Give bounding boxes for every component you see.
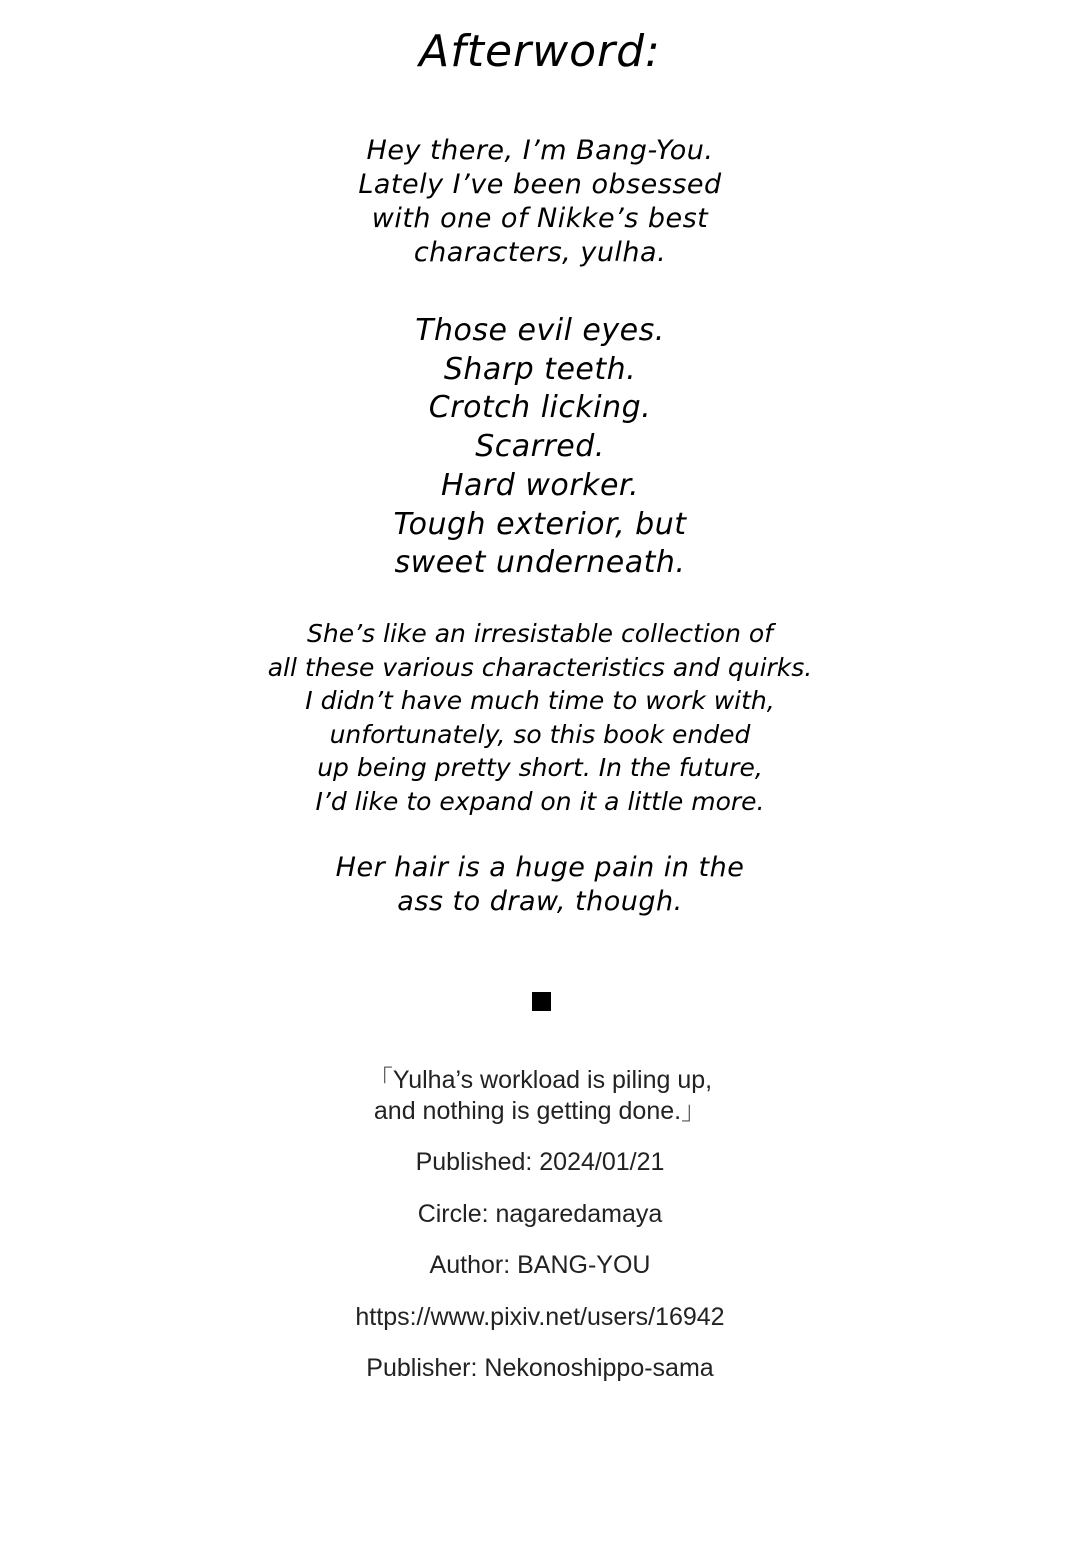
paragraph-hair [140,851,940,919]
author-name: Author: BANG-YOU [429,1251,651,1279]
book-title-line-1: 「Yulha’s workload is piling up, [367,1066,713,1094]
text-line: I didn’t have much time to work with, [305,686,775,716]
text-line: sweet underneath. [394,545,686,581]
publisher-name: Publisher: Nekonoshippo-sama [366,1354,714,1382]
paragraph-intro [140,134,940,270]
text-line: She’s like an irresistable collection of [307,619,773,648]
page-title: Afterword: [419,26,661,77]
text-line: Crotch licking. [428,390,652,426]
text-line: Those evil eyes. [415,313,665,348]
text-line: Hard worker. [440,467,640,503]
text-line: all these various characteristics and quirks. [267,652,813,682]
text-line: ass to draw, though. [397,886,683,917]
circle-name: Circle: nagaredamaya [417,1200,663,1228]
text-line: Lately I’ve been obsessed [358,169,722,200]
text-line: characters, yulha. [413,237,667,268]
text-line: unfortunately, so this book ended [329,719,751,749]
text-line: I’d like to expand on it a little more. [315,786,765,816]
book-title-line-2: and nothing is getting done.」 [373,1097,707,1125]
text-line: up being pretty short. In the future, [317,753,763,783]
published-date: Published: 2024/01/21 [415,1148,665,1176]
text-line: Sharp teeth. [443,351,637,387]
paragraph-collection [140,617,940,819]
text-line: with one of Nikke’s best [371,203,709,234]
text-line: Hey there, I’m Bang-You. [366,135,714,166]
text-line: Tough exterior, but [393,506,687,542]
author-url: https://www.pixiv.net/users/16942 [355,1303,725,1331]
section-divider-square [532,992,551,1011]
paragraph-traits [140,312,940,583]
text-line: Scarred. [475,429,605,465]
text-line: Her hair is a huge pain in the [335,852,745,883]
